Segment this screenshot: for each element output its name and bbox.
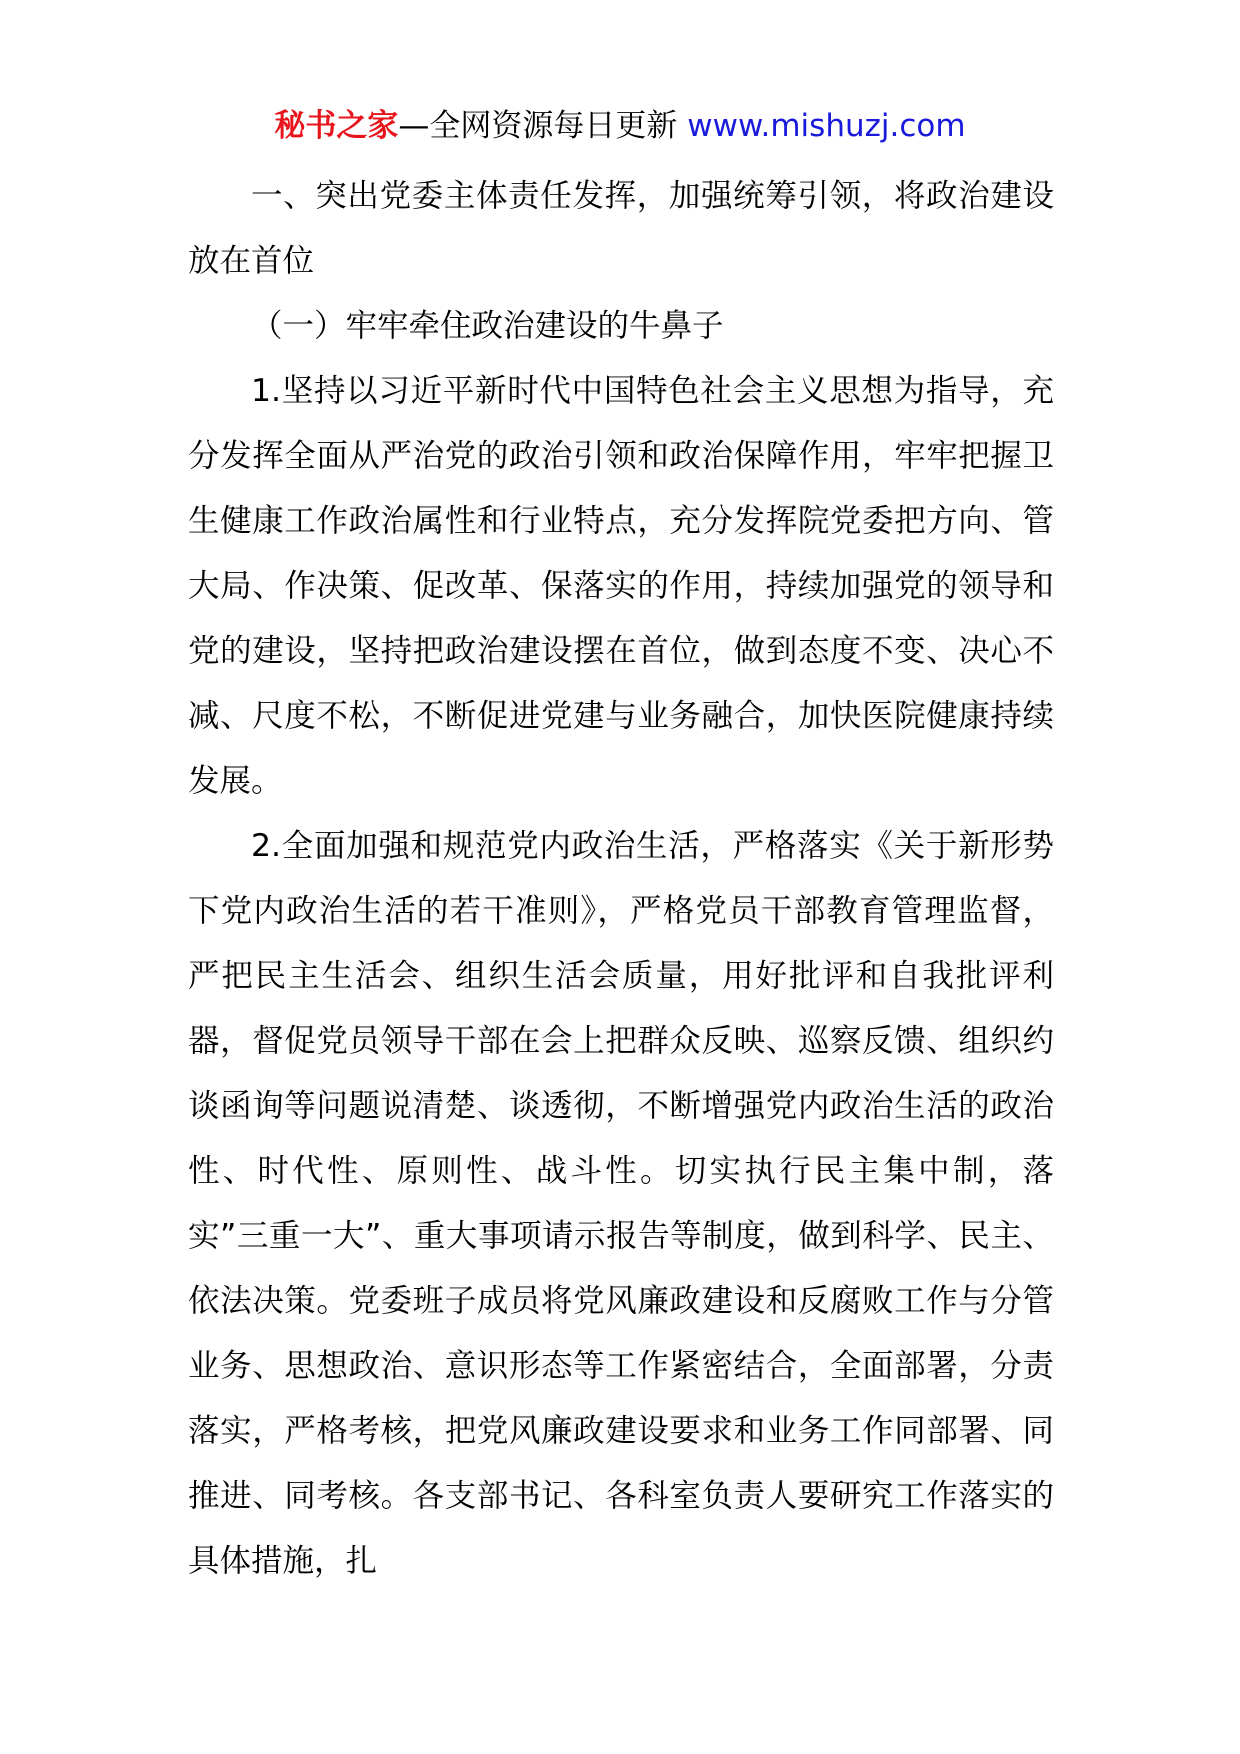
paragraph-2: 2.全面加强和规范党内政治生活，严格落实《关于新形势下党内政治生活的若干准则》，严格党员干部教育管理监督，严把民主生活会、组织生活会质量，用好批评和自我批评利器，督促党员领导干部在会上把群众反映、巡察反馈、组织约谈函询等问题说清楚、谈透彻，不断增强党内政治生活的政治性、时代性、原则性、战斗性。切实执行民主集中制，落实”三重一大”、重大事项请示报告等制度，做到科学、民主、依法决策。党委班子成员将党风廉政建设和反腐败工作与分管业务、思想政治、意识形态等工作紧密结合，全面部署，分责落实，严格考核，把党风廉政建设要求和业务工作同部署、同推进、同考核。各支部书记、各科室负责人要研究工作落实的具体措施，扎 — [188, 828, 1054, 1579]
subsection-heading: （一）牢牢牵住政治建设的牛鼻子 — [251, 308, 724, 344]
header-brand: 秘书之家 — [274, 108, 399, 144]
page-header — [0, 104, 1240, 148]
paragraph-1: 1.坚持以习近平新时代中国特色社会主义思想为指导，充分发挥全面从严治党的政治引领和政治保障作用，牢牢把握卫生健康工作政治属性和行业特点，充分发挥院党委把方向、管大局、作决策、促改革、保落实的作用，持续加强党的领导和党的建设，坚持把政治建设摆在首位，做到态度不变、决心不减、尺度不松，不断促进党建与业务融合，加快医院健康持续发展。 — [188, 373, 1054, 799]
header-url-link[interactable]: www.mishuzj.com — [687, 108, 966, 144]
header-slogan: —全网资源每日更新 — [398, 108, 678, 144]
document-body — [188, 164, 1054, 1594]
section-heading: 一、突出党委主体责任发挥，加强统筹引领，将政治建设放在首位 — [188, 178, 1054, 279]
